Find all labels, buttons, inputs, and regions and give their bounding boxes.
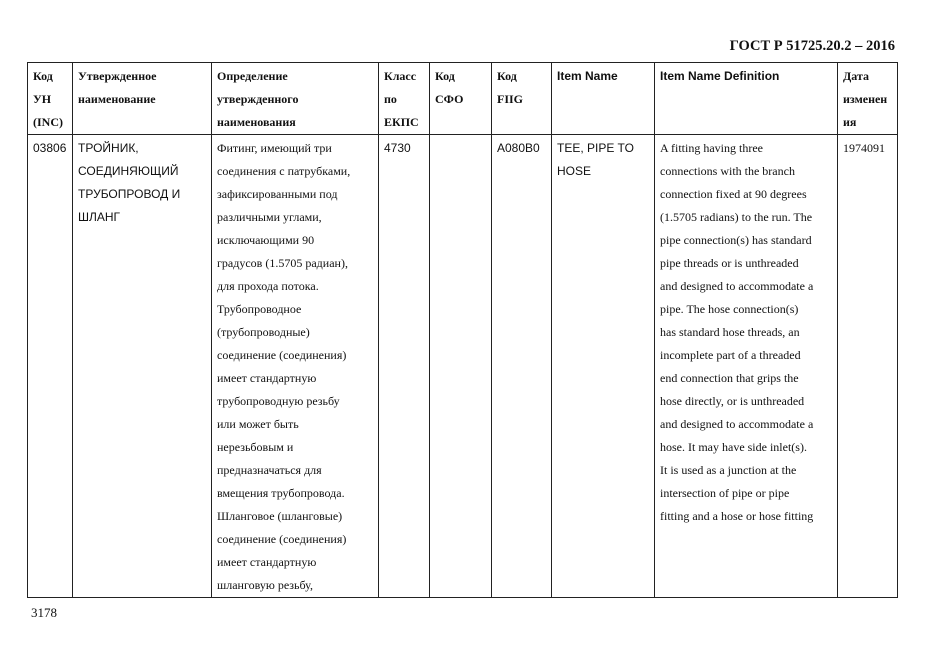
header-text: утвержденного — [217, 92, 299, 106]
text-line: Трубопроводное — [217, 302, 302, 316]
text-line: различными углами, — [217, 210, 322, 224]
text-line: and designed to accommodate a — [660, 417, 814, 431]
header-text: наименование — [78, 92, 156, 106]
header-inc-code — [28, 63, 73, 135]
header-text: изменен — [843, 92, 888, 106]
header-text: ия — [843, 115, 857, 129]
text-line: connection fixed at 90 degrees — [660, 187, 807, 201]
text-line: шланговую резьбу, — [217, 578, 313, 592]
text-line: имеет стандартную — [217, 555, 317, 569]
text-line: соединение (соединения) — [217, 532, 347, 546]
text-line: соединения с патрубками, — [217, 164, 351, 178]
header-text: УН — [33, 92, 52, 106]
cell-inc-code: 03806 — [28, 135, 73, 598]
text-line: соединение (соединения) — [217, 348, 347, 362]
cell-change-date: 1974091 — [838, 135, 898, 598]
text-line: зафиксированными под — [217, 187, 338, 201]
text-line: или может быть — [217, 417, 299, 431]
header-fiig-code — [492, 63, 552, 135]
text-line: connections with the branch — [660, 164, 795, 178]
header-item-name-definition — [655, 63, 838, 135]
text-line: end connection that grips the — [660, 371, 799, 385]
header-text: Код — [435, 69, 455, 83]
text-line: трубопроводную резьбу — [217, 394, 340, 408]
cell-item-name-definition — [655, 135, 838, 598]
header-text: Item Name Definition — [660, 69, 780, 83]
header-item-name — [552, 63, 655, 135]
text-line: предназначаться для — [217, 463, 322, 477]
header-text: Дата — [843, 69, 869, 83]
text-line: (трубопроводные) — [217, 325, 310, 339]
text-line: fitting and a hose or hose fitting — [660, 509, 814, 523]
text-line: HOSE — [557, 164, 592, 178]
text-line: градусов (1.5705 радиан), — [217, 256, 348, 270]
header-text: (INC) — [33, 115, 63, 129]
header-text: СФО — [435, 92, 464, 106]
text-line: It is used as a junction at the — [660, 463, 797, 477]
text-line: нерезьбовым и — [217, 440, 294, 454]
text-line: вмещения трубопровода. — [217, 486, 345, 500]
text-line: pipe threads or is unthreaded — [660, 256, 799, 270]
text-line: incomplete part of a threaded — [660, 348, 801, 362]
text-line: ТРОЙНИК, — [78, 141, 139, 155]
text-line: has standard hose threads, an — [660, 325, 800, 339]
header-text: Item Name — [557, 69, 618, 83]
text-line: ШЛАНГ — [78, 210, 121, 224]
header-class-ekps — [379, 63, 430, 135]
text-line: A fitting having three — [660, 141, 763, 155]
text-line: hose. It may have side inlet(s). — [660, 440, 807, 454]
text-line: имеет стандартную — [217, 371, 317, 385]
text-line: TEE, PIPE TO — [557, 141, 634, 155]
header-text: наименования — [217, 115, 296, 129]
text-line: ТРУБОПРОВОД И — [78, 187, 181, 201]
cell-class-ekps: 4730 — [379, 135, 430, 598]
table-header-row — [28, 63, 898, 135]
header-text: по — [384, 92, 397, 106]
text-line: для прохода потока. — [217, 279, 319, 293]
text-line: intersection of pipe or pipe — [660, 486, 790, 500]
item-name-table — [27, 62, 898, 598]
text-line: hose directly, or is unthreaded — [660, 394, 805, 408]
header-change-date — [838, 63, 898, 135]
cell-fiig-code: A080B0 — [492, 135, 552, 598]
header-text: ЕКПС — [384, 115, 419, 129]
text-line: pipe. The hose connection(s) — [660, 302, 799, 316]
document-title: ГОСТ Р 51725.20.2 – 2016 — [729, 38, 895, 54]
cell-sfo-code — [430, 135, 492, 598]
cell-approved-name — [73, 135, 212, 598]
header-text: FIIG — [497, 92, 524, 106]
header-approved-name — [73, 63, 212, 135]
header-text: Определение — [217, 69, 288, 83]
header-text: Код — [33, 69, 53, 83]
text-line: Фитинг, имеющий три — [217, 141, 332, 155]
page-number: 3178 — [31, 605, 57, 620]
header-text: Код — [497, 69, 517, 83]
header-text: Класс — [384, 69, 417, 83]
header-sfo-code — [430, 63, 492, 135]
header-definition — [212, 63, 379, 135]
cell-definition-ru — [212, 135, 379, 598]
text-line: исключающими 90 — [217, 233, 315, 247]
text-line: СОЕДИНЯЮЩИЙ — [78, 164, 179, 178]
text-line: and designed to accommodate a — [660, 279, 814, 293]
text-line: Шланговое (шланговые) — [217, 509, 343, 523]
text-line: pipe connection(s) has standard — [660, 233, 812, 247]
header-text: Утвержденное — [78, 69, 157, 83]
table-row — [28, 135, 898, 598]
cell-item-name — [552, 135, 655, 598]
text-line: (1.5705 radians) to the run. The — [660, 210, 813, 224]
